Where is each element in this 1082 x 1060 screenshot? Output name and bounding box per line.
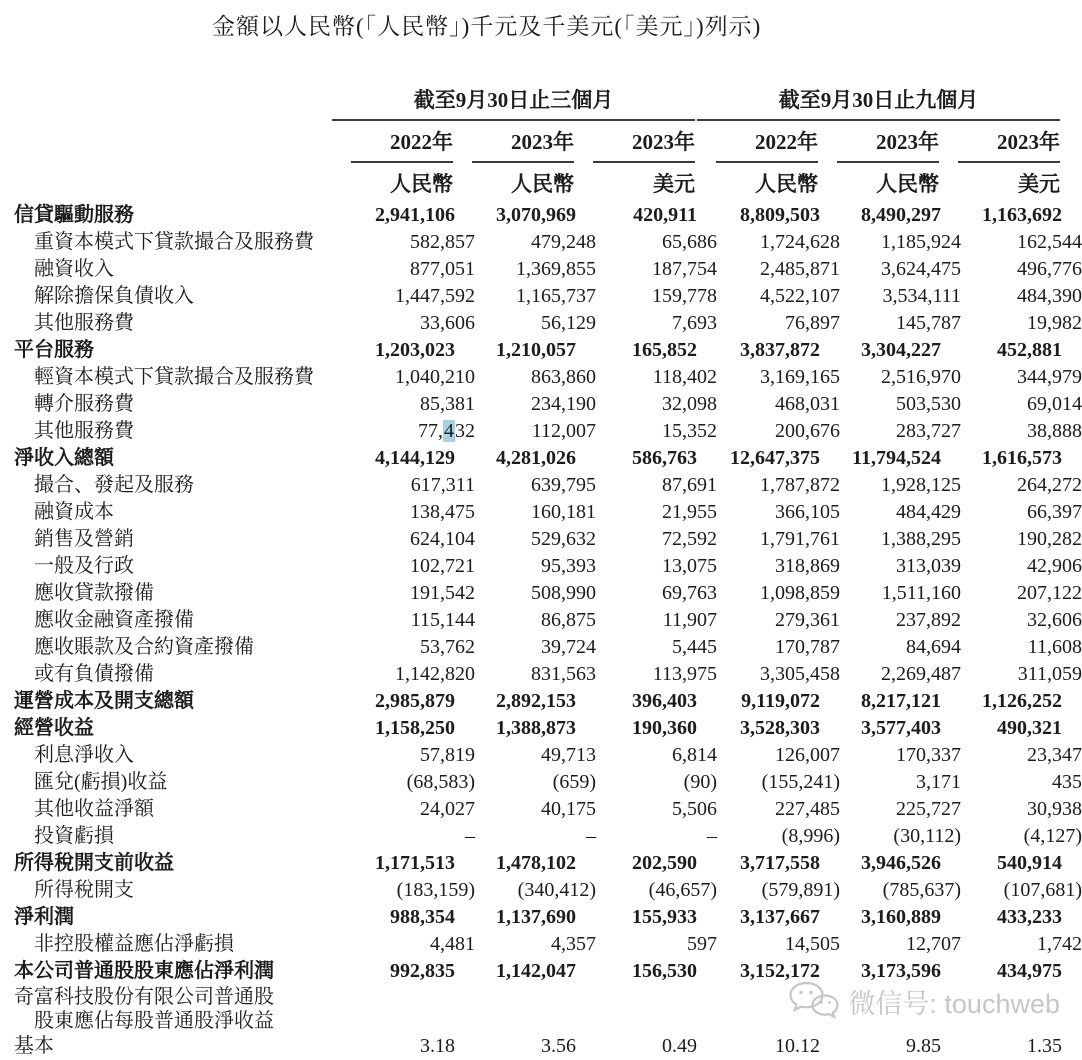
cell: 21,955 <box>662 501 717 523</box>
cell: 435 <box>1052 771 1082 793</box>
table-row <box>0 661 1080 688</box>
cell: 5,506 <box>672 798 717 820</box>
cell: 165,852 <box>632 339 697 361</box>
cell: 145,787 <box>896 312 961 334</box>
currency-header: 人民幣 <box>390 172 453 196</box>
year-header <box>818 126 939 163</box>
cell: 617,311 <box>410 474 475 496</box>
cell: – <box>586 825 596 847</box>
row-label: 其他收益淨額 <box>34 798 154 820</box>
cell: 39,724 <box>541 636 596 658</box>
cell: 3,152,172 <box>740 960 820 982</box>
cell: 434,975 <box>997 960 1062 982</box>
cell: 479,248 <box>531 231 596 253</box>
table-row <box>0 823 1080 850</box>
cell: (183,159) <box>396 879 475 901</box>
cell: 5,445 <box>672 636 717 658</box>
row-label: 利息淨收入 <box>34 744 134 766</box>
cell: 13,075 <box>662 555 717 577</box>
table-row <box>0 931 1080 958</box>
cell: 1,171,513 <box>375 852 455 874</box>
row-label: 淨利潤 <box>14 906 74 928</box>
label-column-spacer <box>12 168 332 198</box>
cell: 200,676 <box>775 420 840 442</box>
table-row <box>0 337 1080 364</box>
cell: 102,721 <box>410 555 475 577</box>
cell: 503,530 <box>896 393 961 415</box>
cell: – <box>707 825 717 847</box>
cell: 95,393 <box>541 555 596 577</box>
cell: 1,388,873 <box>496 717 576 739</box>
table-row <box>0 472 1080 499</box>
table-row <box>0 688 1080 715</box>
currency-header: 美元 <box>1018 172 1060 196</box>
cell: 0.49 <box>662 1035 697 1057</box>
cell: 225,727 <box>896 798 961 820</box>
cell: 237,892 <box>896 609 961 631</box>
cell: (90) <box>683 771 717 793</box>
table-row <box>0 877 1080 904</box>
cell: 988,354 <box>390 906 455 928</box>
cell: 76,897 <box>785 312 840 334</box>
cell: 190,360 <box>632 717 697 739</box>
cell: 1,447,592 <box>395 285 475 307</box>
cell: 3,577,403 <box>861 717 941 739</box>
cell: 484,429 <box>896 501 961 523</box>
year-label: 2022年 <box>716 126 818 163</box>
cell: 1,791,761 <box>760 528 840 550</box>
table-row <box>0 418 1080 445</box>
cell: 85,381 <box>420 393 475 415</box>
table-row <box>0 607 1080 634</box>
currency-header: 人民幣 <box>511 172 574 196</box>
cell: (659) <box>552 771 596 793</box>
table-body <box>0 202 1080 1060</box>
table-header <box>0 84 1080 198</box>
cell: 3,169,165 <box>760 366 840 388</box>
cell: 138,475 <box>410 501 475 523</box>
currency-header: 美元 <box>653 172 695 196</box>
row-label: 轉介服務費 <box>34 393 134 415</box>
cell: 30,938 <box>1027 798 1082 820</box>
cell: 207,122 <box>1017 582 1082 604</box>
wechat-icon <box>788 980 840 1022</box>
cell: 77,432 <box>418 420 475 442</box>
currency-header-row <box>0 168 1080 198</box>
row-label: 匯兌(虧損)收益 <box>34 771 168 793</box>
cell: 65,686 <box>662 231 717 253</box>
table-row <box>0 256 1080 283</box>
cell: 115,144 <box>410 609 475 631</box>
cell: 1.35 <box>1027 1035 1062 1057</box>
label-column-spacer <box>12 84 332 121</box>
cell: 191,542 <box>410 582 475 604</box>
cell: 1,724,628 <box>760 231 840 253</box>
cell: 32,098 <box>662 393 717 415</box>
cell: 496,776 <box>1017 258 1082 280</box>
cell: 160,181 <box>531 501 596 523</box>
cell: 8,217,121 <box>861 690 941 712</box>
cell: 3.18 <box>420 1035 455 1057</box>
cell: 1,511,160 <box>881 582 961 604</box>
cell: 279,361 <box>775 609 840 631</box>
cell: 19,982 <box>1027 312 1082 334</box>
table-row <box>0 742 1080 769</box>
cell: 4,281,026 <box>496 447 576 469</box>
label-column-spacer <box>12 126 332 163</box>
cell: 624,104 <box>410 528 475 550</box>
cell: 38,888 <box>1027 420 1082 442</box>
currency-header: 人民幣 <box>755 172 818 196</box>
row-label: 股東應佔每股普通股淨收益 <box>34 1010 274 1032</box>
table-row <box>0 904 1080 931</box>
row-label: 應收賬款及合約資產撥備 <box>34 636 254 658</box>
cell: 3,534,111 <box>882 285 961 307</box>
cell: 1,388,295 <box>881 528 961 550</box>
table-row <box>0 364 1080 391</box>
row-label: 重資本模式下貸款撮合及服務費 <box>34 231 314 253</box>
cell: 32,606 <box>1027 609 1082 631</box>
cell: – <box>465 825 475 847</box>
selection-highlight: 4 <box>444 420 454 442</box>
cell <box>475 1009 596 1033</box>
cell: (107,681) <box>1003 879 1082 901</box>
cell: 6,814 <box>672 744 717 766</box>
cell: 344,979 <box>1017 366 1082 388</box>
table-row <box>0 445 1080 472</box>
table-row <box>0 526 1080 553</box>
row-label: 淨收入總額 <box>14 447 114 469</box>
cell: 69,763 <box>662 582 717 604</box>
year-header <box>939 126 1060 163</box>
cell: 8,809,503 <box>740 204 820 226</box>
cell: 2,269,487 <box>881 663 961 685</box>
year-label: 2022年 <box>351 126 453 163</box>
cell: 586,763 <box>632 447 697 469</box>
row-label: 所得稅開支前收益 <box>14 852 174 874</box>
year-header <box>697 126 818 163</box>
cell: 639,795 <box>531 474 596 496</box>
cell: 3,304,227 <box>861 339 941 361</box>
cell <box>334 985 455 1009</box>
cell: 1,165,737 <box>516 285 596 307</box>
row-label: 運營成本及開支總額 <box>14 690 194 712</box>
cell: 9.85 <box>906 1035 941 1057</box>
group-header-three-months: 截至9月30日止三個月 <box>332 84 695 121</box>
cell: 3,137,667 <box>740 906 820 928</box>
cell: 1,203,023 <box>375 339 455 361</box>
cell: 14,505 <box>785 933 840 955</box>
year-label: 2023年 <box>593 126 695 163</box>
cell: 1,787,872 <box>760 474 840 496</box>
cell: 1,185,924 <box>881 231 961 253</box>
cell: 4,481 <box>430 933 475 955</box>
cell: 3,837,872 <box>740 339 820 361</box>
row-label: 融資成本 <box>34 501 114 523</box>
table-row <box>0 796 1080 823</box>
cell: 1,210,057 <box>496 339 576 361</box>
cell <box>455 985 576 1009</box>
row-label: 融資收入 <box>34 258 114 280</box>
cell: 508,990 <box>531 582 596 604</box>
table-row <box>0 229 1080 256</box>
row-label: 投資虧損 <box>34 825 114 847</box>
cell: 113,975 <box>652 663 717 685</box>
table-row <box>0 769 1080 796</box>
watermark <box>788 980 1060 1022</box>
cell: 311,059 <box>1017 663 1082 685</box>
cell: 4,522,107 <box>760 285 840 307</box>
cell: 2,485,871 <box>760 258 840 280</box>
year-label: 2023年 <box>472 126 574 163</box>
table-row <box>0 634 1080 661</box>
cell: (30,112) <box>893 825 961 847</box>
cell: 3,946,526 <box>861 852 941 874</box>
cell: (8,996) <box>781 825 840 847</box>
group-header-row <box>0 84 1080 121</box>
table-row <box>0 1033 1080 1060</box>
table-row <box>0 391 1080 418</box>
cell: 4,357 <box>551 933 596 955</box>
cell: 126,007 <box>775 744 840 766</box>
cell: 190,282 <box>1017 528 1082 550</box>
cell: 10.12 <box>775 1035 820 1057</box>
cell: (785,637) <box>882 879 961 901</box>
cell: 156,530 <box>632 960 697 982</box>
cell: 540,914 <box>997 852 1062 874</box>
table-row <box>0 283 1080 310</box>
cell: 1,928,125 <box>881 474 961 496</box>
cell: 1,616,573 <box>982 447 1062 469</box>
cell: 877,051 <box>410 258 475 280</box>
cell: 53,762 <box>420 636 475 658</box>
cell: 66,397 <box>1027 501 1082 523</box>
cell: 159,778 <box>652 285 717 307</box>
cell: 15,352 <box>662 420 717 442</box>
cell: 318,869 <box>775 555 840 577</box>
cell: 992,835 <box>390 960 455 982</box>
cell: 3,717,558 <box>740 852 820 874</box>
row-label: 經營收益 <box>14 717 94 739</box>
row-label: 信貸驅動服務 <box>14 204 134 226</box>
cell: 1,126,252 <box>982 690 1062 712</box>
row-label: 輕資本模式下貸款撮合及服務費 <box>34 366 314 388</box>
row-label: 非控股權益應佔淨虧損 <box>34 933 234 955</box>
cell: 9,119,072 <box>741 690 820 712</box>
year-label: 2023年 <box>958 126 1060 163</box>
cell: 3,160,889 <box>861 906 941 928</box>
cell: 11,907 <box>662 609 717 631</box>
year-header <box>332 126 453 163</box>
cell: 84,694 <box>906 636 961 658</box>
cell: 452,881 <box>997 339 1062 361</box>
cell: 187,754 <box>652 258 717 280</box>
cell: 12,707 <box>906 933 961 955</box>
cell: (340,412) <box>517 879 596 901</box>
cell: 11,794,524 <box>852 447 941 469</box>
cell: 2,941,106 <box>375 204 455 226</box>
cell: 396,403 <box>632 690 697 712</box>
cell: 831,563 <box>531 663 596 685</box>
row-label: 所得稅開支 <box>34 879 134 901</box>
cell: 1,478,102 <box>496 852 576 874</box>
cell: 3.56 <box>541 1035 576 1057</box>
year-header <box>574 126 695 163</box>
cell: 433,233 <box>997 906 1062 928</box>
cell <box>354 1009 475 1033</box>
row-label: 撮合、發起及服務 <box>34 474 194 496</box>
cell: 597 <box>687 933 717 955</box>
group-header-nine-months: 截至9月30日止九個月 <box>697 84 1060 121</box>
table-row <box>0 202 1080 229</box>
cell: 11,608 <box>1027 636 1082 658</box>
row-label: 一般及行政 <box>34 555 134 577</box>
row-label: 奇富科技股份有限公司普通股 <box>14 986 274 1008</box>
table-row <box>0 850 1080 877</box>
cell: 69,014 <box>1027 393 1082 415</box>
cell: 1,369,855 <box>516 258 596 280</box>
cell: 3,070,969 <box>496 204 576 226</box>
cell: 4,144,129 <box>375 447 455 469</box>
table-row <box>0 553 1080 580</box>
row-label: 解除擔保負債收入 <box>34 285 194 307</box>
row-label: 或有負債撥備 <box>34 663 154 685</box>
cell: 3,305,458 <box>760 663 840 685</box>
cell: 170,337 <box>896 744 961 766</box>
cell: 227,485 <box>775 798 840 820</box>
row-label: 其他服務費 <box>34 420 134 442</box>
cell: 40,175 <box>541 798 596 820</box>
cell: 234,190 <box>531 393 596 415</box>
cell: 49,713 <box>541 744 596 766</box>
cell <box>596 1009 717 1033</box>
cell: 12,647,375 <box>730 447 820 469</box>
cell: 1,158,250 <box>375 717 455 739</box>
row-label: 平台服務 <box>14 339 94 361</box>
cell: 313,039 <box>896 555 961 577</box>
cell: 42,906 <box>1027 555 1082 577</box>
cell: 162,544 <box>1017 231 1082 253</box>
cell: 1,137,690 <box>496 906 576 928</box>
cell: 582,857 <box>410 231 475 253</box>
cell: (68,583) <box>406 771 475 793</box>
cell: 264,272 <box>1017 474 1082 496</box>
cell: 3,528,303 <box>740 717 820 739</box>
cell: 1,163,692 <box>982 204 1062 226</box>
cell: 118,402 <box>652 366 717 388</box>
cell: 3,173,596 <box>861 960 941 982</box>
cell: 1,040,210 <box>395 366 475 388</box>
cell: 202,590 <box>632 852 697 874</box>
cell: 24,027 <box>420 798 475 820</box>
cell: 2,516,970 <box>881 366 961 388</box>
cell: (155,241) <box>761 771 840 793</box>
table-row <box>0 715 1080 742</box>
cell: 1,742 <box>1037 933 1082 955</box>
cell: 283,727 <box>896 420 961 442</box>
cell: 484,390 <box>1017 285 1082 307</box>
cell: 490,321 <box>997 717 1062 739</box>
cell: 366,105 <box>775 501 840 523</box>
row-label: 其他服務費 <box>34 312 134 334</box>
year-header-row <box>0 126 1080 163</box>
cell: 112,007 <box>531 420 596 442</box>
cell: 87,691 <box>662 474 717 496</box>
cell <box>576 985 697 1009</box>
row-label: 銷售及營銷 <box>34 528 134 550</box>
cell: 56,129 <box>541 312 596 334</box>
row-label: 應收金融資產撥備 <box>34 609 194 631</box>
currency-header: 人民幣 <box>876 172 939 196</box>
cell: 7,693 <box>672 312 717 334</box>
cell: 529,632 <box>531 528 596 550</box>
watermark-text: 微信号: touchweb <box>848 988 1060 1019</box>
cell: 1,142,047 <box>496 960 576 982</box>
cell: 155,933 <box>632 906 697 928</box>
year-header <box>453 126 574 163</box>
cell: 170,787 <box>775 636 840 658</box>
cell: 72,592 <box>662 528 717 550</box>
cell: (46,657) <box>648 879 717 901</box>
table-row <box>0 310 1080 337</box>
table-row <box>0 580 1080 607</box>
page-title: 金額以人民幣(「人民幣」)千元及千美元(「美元」)列示) <box>212 14 762 39</box>
cell: 23,347 <box>1027 744 1082 766</box>
cell: 1,098,859 <box>760 582 840 604</box>
cell: 468,031 <box>775 393 840 415</box>
cell: 86,875 <box>541 609 596 631</box>
cell: 1,142,820 <box>395 663 475 685</box>
row-label: 應收貸款撥備 <box>34 582 154 604</box>
row-label: 本公司普通股股東應佔淨利潤 <box>14 960 274 982</box>
table-row <box>0 499 1080 526</box>
cell: (4,127) <box>1023 825 1082 847</box>
cell: 3,624,475 <box>881 258 961 280</box>
cell: (579,891) <box>761 879 840 901</box>
cell: 2,985,879 <box>375 690 455 712</box>
row-label: 基本 <box>14 1035 54 1057</box>
cell: 420,911 <box>633 204 697 226</box>
cell: 57,819 <box>420 744 475 766</box>
cell: 3,171 <box>916 771 961 793</box>
cell: 2,892,153 <box>496 690 576 712</box>
year-label: 2023年 <box>837 126 939 163</box>
cell: 8,490,297 <box>861 204 941 226</box>
cell: 863,860 <box>531 366 596 388</box>
cell: 33,606 <box>420 312 475 334</box>
